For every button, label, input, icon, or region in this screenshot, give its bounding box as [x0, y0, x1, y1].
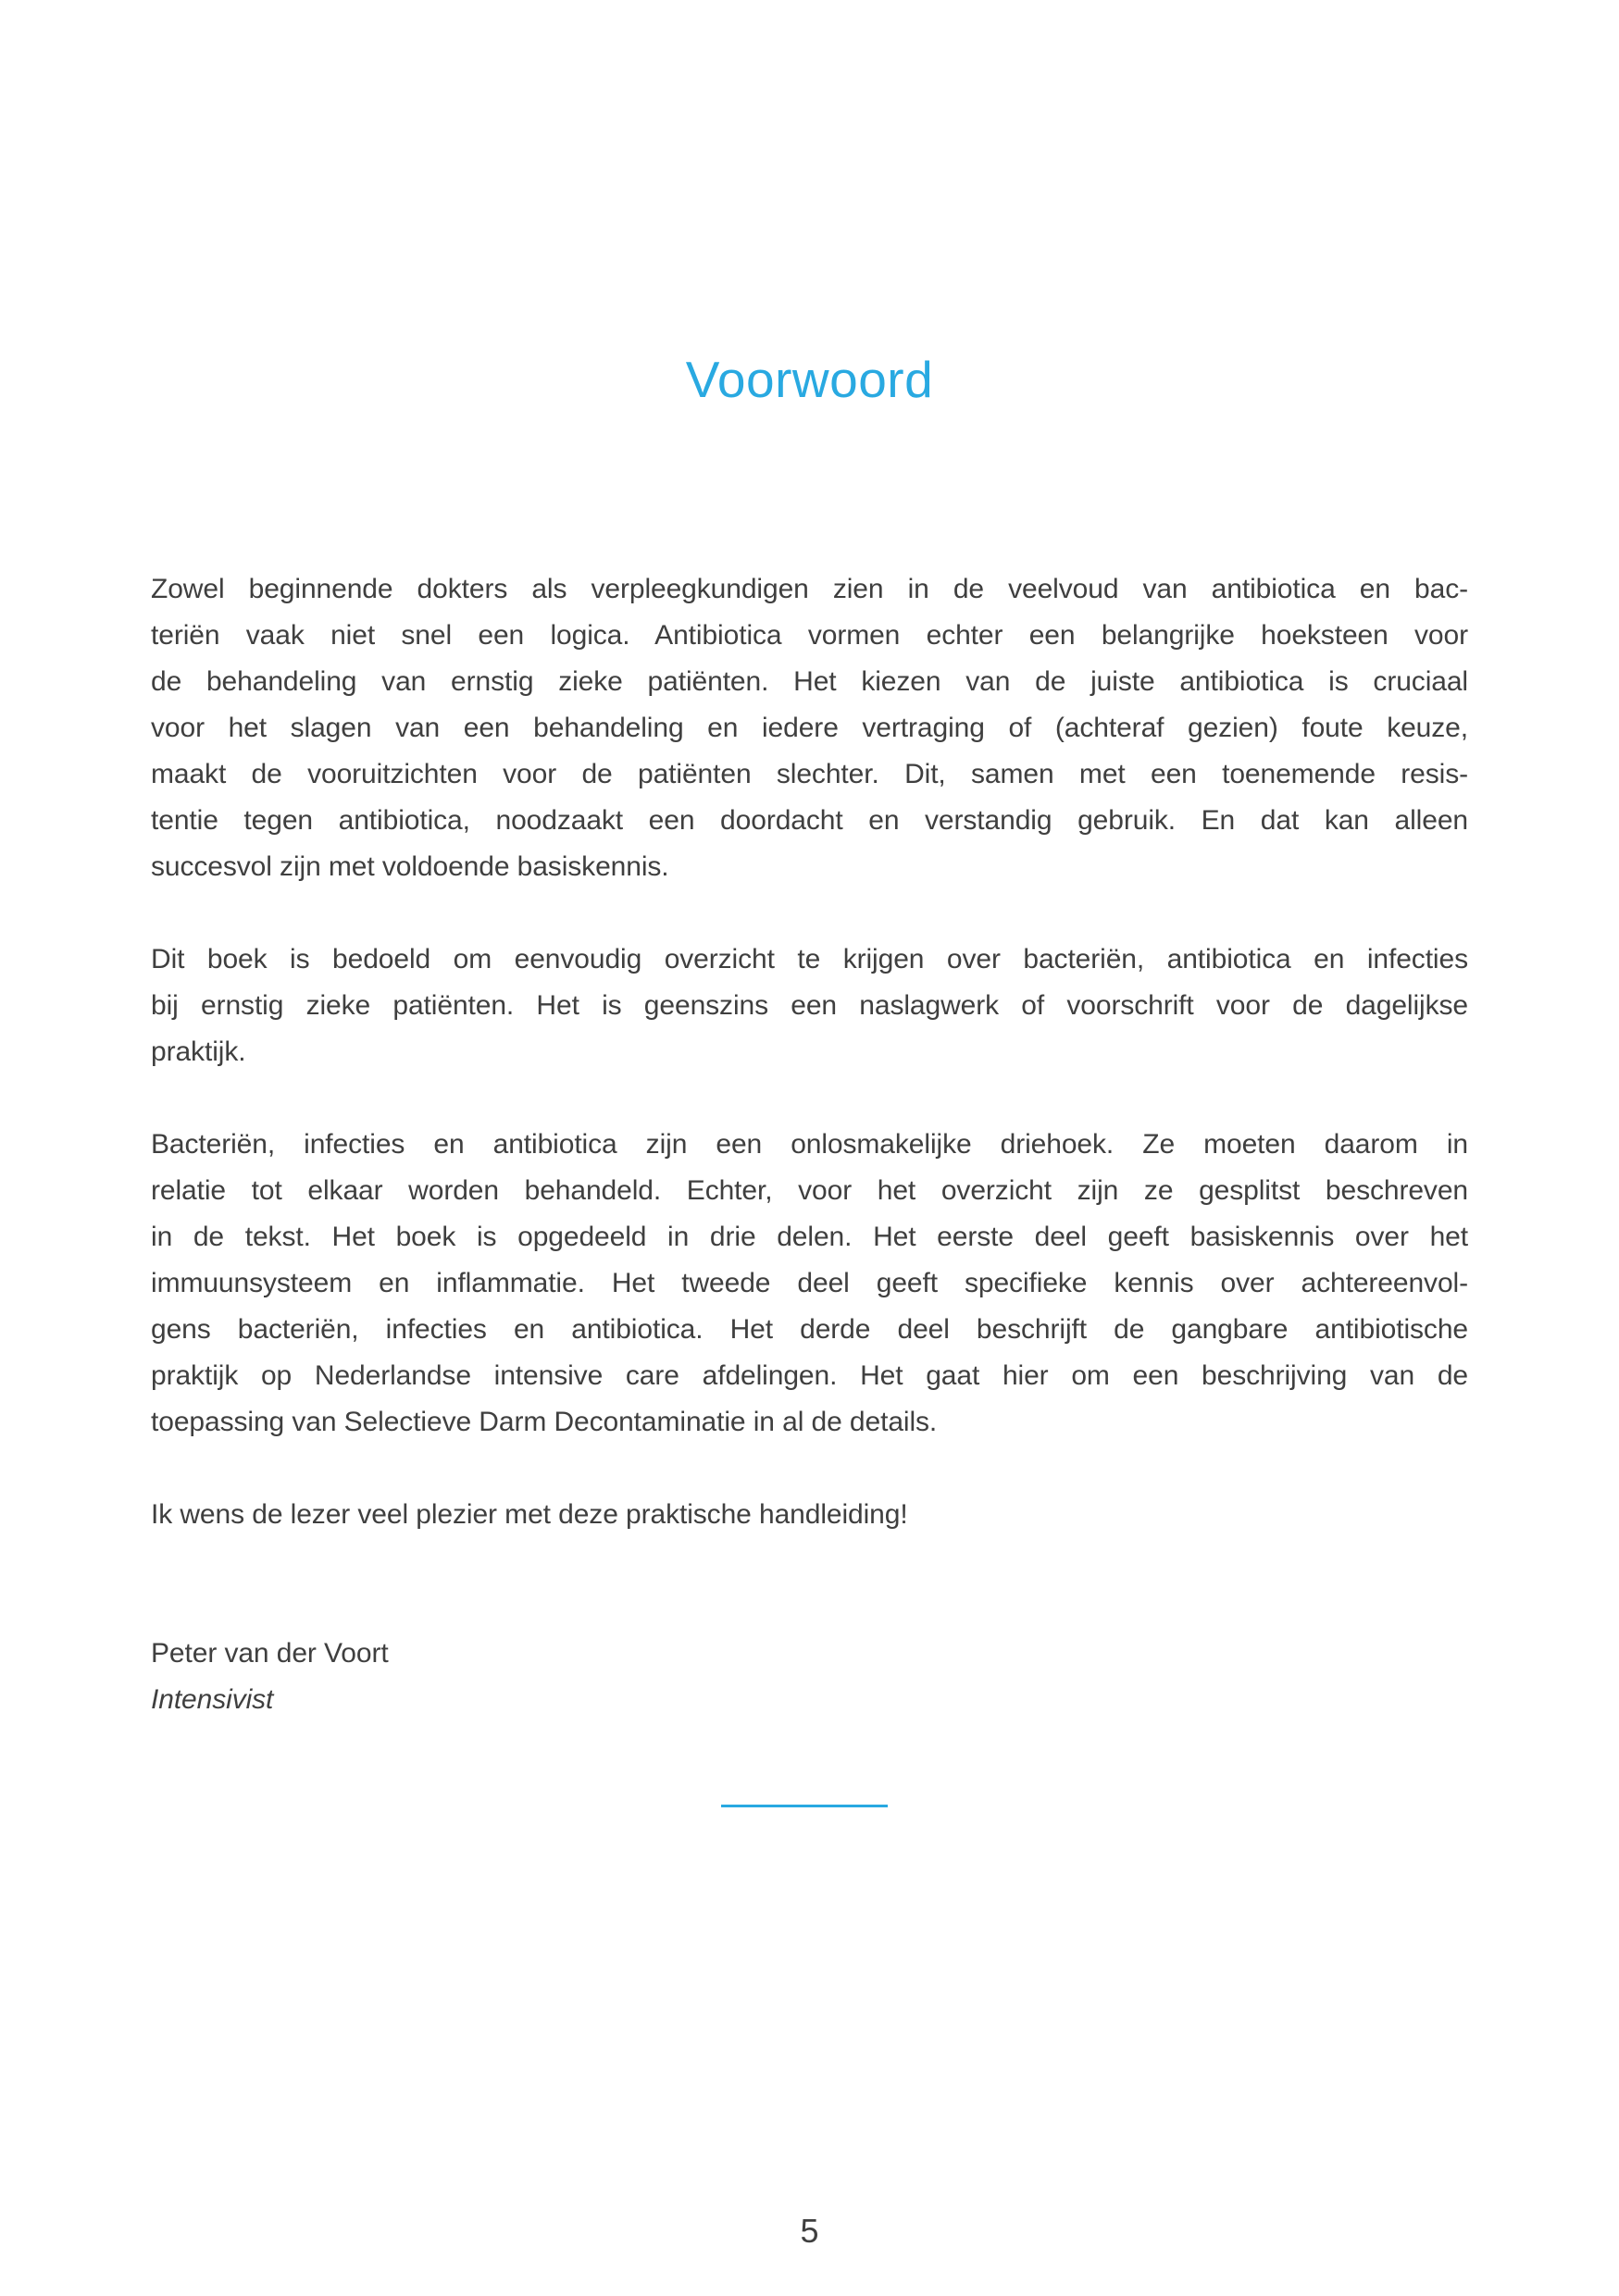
signature-name: Peter van der Voort: [151, 1638, 389, 1669]
text-line: praktijk op Nederlandse intensive care afdelingen. Het gaat hier om een beschrijving van de: [151, 1360, 1468, 1391]
body-text: [151, 566, 1468, 1723]
paragraph: [151, 937, 1468, 1075]
text-line: teriën vaak niet snel een logica. Antibiotica vormen echter een belangrijke hoeksteen voor: [151, 620, 1468, 651]
text-line: Zowel beginnende dokters als verpleegkundigen zien in de veelvoud van antibiotica en bac-: [151, 574, 1468, 604]
text-line: voor het slagen van een behandeling en iedere vertraging of (achteraf gezien) foute keuze,: [151, 713, 1468, 743]
paragraph: [151, 1122, 1468, 1446]
text-line: Bacteriën, infecties en antibiotica zijn een onlosmakelijke driehoek. Ze moeten daarom in: [151, 1129, 1468, 1160]
text-line: succesvol zijn met voldoende basiskennis.: [151, 851, 669, 882]
paragraph: [151, 1492, 1468, 1538]
text-line: maakt de vooruitzichten voor de patiënten slechter. Dit, samen met een toenemende resis-: [151, 759, 1468, 789]
text-line: gens bacteriën, infecties en antibiotica. Het derde deel beschrijft de gangbare antibiotische: [151, 1314, 1468, 1345]
text-line: Ik wens de lezer veel plezier met deze praktische handleiding!: [151, 1499, 908, 1530]
text-line: bij ernstig zieke patiënten. Het is geenszins een naslagwerk of voorschrift voor de dagelijkse: [151, 990, 1468, 1021]
text-line: tentie tegen antibiotica, noodzaakt een doordacht en verstandig gebruik. En dat kan alleen: [151, 805, 1468, 836]
section-divider: [721, 1805, 888, 1807]
paragraph: [151, 566, 1468, 890]
text-line: Dit boek is bedoeld om eenvoudig overzicht te krijgen over bacteriën, antibiotica en infecties: [151, 944, 1468, 974]
text-line: toepassing van Selectieve Darm Decontaminatie in al de details.: [151, 1407, 938, 1437]
text-line: relatie tot elkaar worden behandeld. Echter, voor het overzicht zijn ze gesplitst beschreven: [151, 1175, 1468, 1206]
text-line: praktijk.: [151, 1036, 246, 1067]
page-number: 5: [800, 2212, 819, 2250]
text-line: de behandeling van ernstig zieke patiënten. Het kiezen van de juiste antibiotica is cruciaal: [151, 666, 1468, 697]
text-line: in de tekst. Het boek is opgedeeld in drie delen. Het eerste deel geeft basiskennis over het: [151, 1222, 1468, 1252]
page-title: Voorwoord: [685, 350, 934, 408]
signature-block: [151, 1584, 1468, 1723]
text-line: immuunsysteem en inflammatie. Het tweede deel geeft specifieke kennis over achtereenvol-: [151, 1268, 1468, 1298]
signature-role: Intensivist: [151, 1684, 274, 1715]
